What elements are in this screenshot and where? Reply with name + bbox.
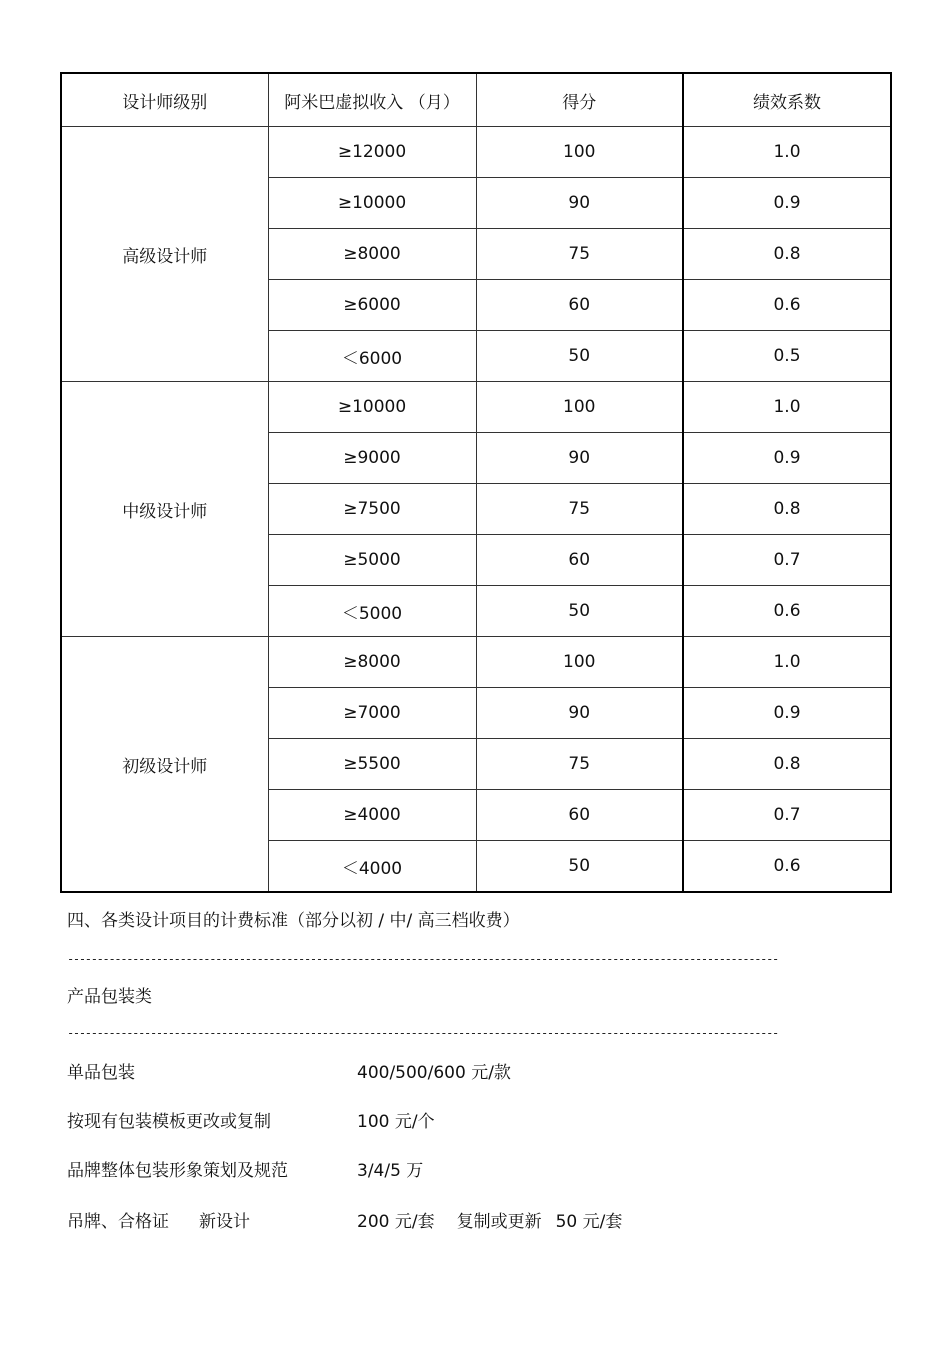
category-title: 产品包装类 bbox=[67, 987, 152, 1007]
item-name: 吊牌、合格证 bbox=[67, 1212, 169, 1232]
score-cell: 50 bbox=[476, 331, 683, 382]
score-cell: 75 bbox=[476, 739, 683, 790]
score-cell: 75 bbox=[476, 229, 683, 280]
score-cell: 60 bbox=[476, 790, 683, 841]
item-subtype: 新设计 bbox=[199, 1212, 250, 1232]
header-coefficient: 绩效系数 bbox=[683, 73, 891, 127]
coef-cell: 0.8 bbox=[683, 739, 891, 790]
coef-cell: 0.8 bbox=[683, 229, 891, 280]
coef-cell: 0.8 bbox=[683, 484, 891, 535]
coef-cell: 0.5 bbox=[683, 331, 891, 382]
income-cell: ≥5000 bbox=[268, 535, 476, 586]
coef-cell: 0.7 bbox=[683, 790, 891, 841]
income-cell: ≥8000 bbox=[268, 637, 476, 688]
score-cell: 90 bbox=[476, 433, 683, 484]
income-cell: ＜4000 bbox=[268, 841, 476, 893]
coef-cell: 0.6 bbox=[683, 586, 891, 637]
income-cell: ≥10000 bbox=[268, 382, 476, 433]
coef-cell: 1.0 bbox=[683, 127, 891, 178]
level-cell-senior: 高级设计师 bbox=[61, 127, 268, 382]
item-price: 400/500/600 元/款 bbox=[357, 1063, 511, 1083]
income-cell: ≥4000 bbox=[268, 790, 476, 841]
item-alt-price: 50 元/套 bbox=[555, 1212, 623, 1232]
income-cell: ≥6000 bbox=[268, 280, 476, 331]
income-cell: ≥8000 bbox=[268, 229, 476, 280]
income-cell: ≥10000 bbox=[268, 178, 476, 229]
item-name: 单品包装 bbox=[67, 1063, 135, 1083]
score-cell: 60 bbox=[476, 280, 683, 331]
section-heading: 四、各类设计项目的计费标准（部分以初 / 中/ 高三档收费） bbox=[67, 911, 520, 931]
item-name: 按现有包装模板更改或复制 bbox=[67, 1112, 271, 1132]
table-row bbox=[61, 382, 891, 433]
score-cell: 50 bbox=[476, 841, 683, 893]
item-price: 100 元/个 bbox=[357, 1112, 435, 1132]
header-level: 设计师级别 bbox=[61, 73, 268, 127]
coef-cell: 0.9 bbox=[683, 688, 891, 739]
income-cell: ＜5000 bbox=[268, 586, 476, 637]
level-cell-middle: 中级设计师 bbox=[61, 382, 268, 637]
coef-cell: 1.0 bbox=[683, 637, 891, 688]
income-cell: ≥5500 bbox=[268, 739, 476, 790]
score-cell: 100 bbox=[476, 637, 683, 688]
score-cell: 50 bbox=[476, 586, 683, 637]
tag-item-row bbox=[67, 1207, 250, 1232]
divider-line: ------------------------------------------------------------------------------------------------------------------------ bbox=[67, 1026, 778, 1038]
tag-item-prices bbox=[357, 1207, 622, 1232]
score-cell: 75 bbox=[476, 484, 683, 535]
table-row bbox=[61, 637, 891, 688]
item-price: 200 元/套 bbox=[357, 1212, 435, 1232]
score-cell: 90 bbox=[476, 688, 683, 739]
performance-table bbox=[60, 72, 892, 893]
coef-cell: 0.7 bbox=[683, 535, 891, 586]
income-cell: ≥9000 bbox=[268, 433, 476, 484]
coef-cell: 0.6 bbox=[683, 841, 891, 893]
coef-cell: 1.0 bbox=[683, 382, 891, 433]
score-cell: 90 bbox=[476, 178, 683, 229]
score-cell: 60 bbox=[476, 535, 683, 586]
header-score: 得分 bbox=[476, 73, 683, 127]
table-row bbox=[61, 127, 891, 178]
item-name: 品牌整体包装形象策划及规范 bbox=[67, 1161, 288, 1181]
item-alt-label: 复制或更新 bbox=[456, 1212, 542, 1232]
item-price: 3/4/5 万 bbox=[357, 1161, 424, 1181]
coef-cell: 0.9 bbox=[683, 178, 891, 229]
coef-cell: 0.9 bbox=[683, 433, 891, 484]
score-cell: 100 bbox=[476, 382, 683, 433]
level-cell-junior: 初级设计师 bbox=[61, 637, 268, 893]
coef-cell: 0.6 bbox=[683, 280, 891, 331]
income-cell: ≥7500 bbox=[268, 484, 476, 535]
divider-line: ------------------------------------------------------------------------------------------------------------------------ bbox=[67, 952, 778, 964]
income-cell: ≥12000 bbox=[268, 127, 476, 178]
income-cell: ≥7000 bbox=[268, 688, 476, 739]
score-cell: 100 bbox=[476, 127, 683, 178]
income-cell: ＜6000 bbox=[268, 331, 476, 382]
header-income: 阿米巴虚拟收入 （月） bbox=[268, 73, 476, 127]
table-header-row bbox=[61, 73, 891, 127]
